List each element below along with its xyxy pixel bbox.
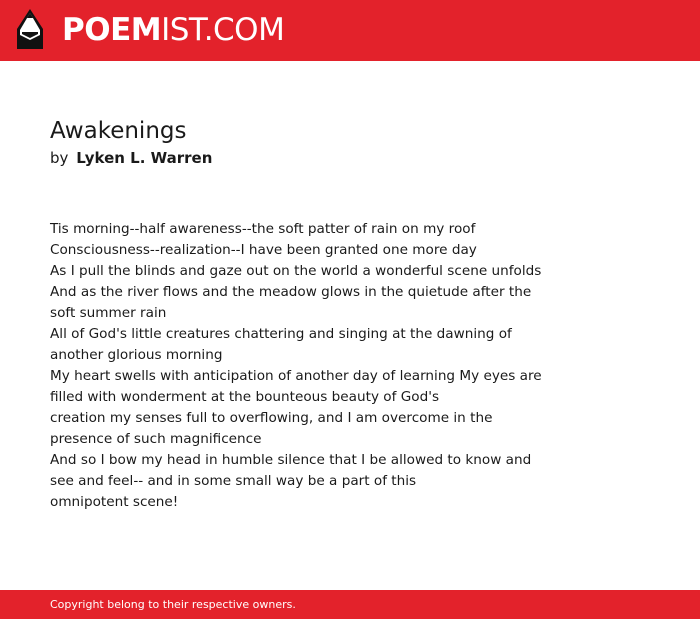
poem-line: All of God's little creatures chattering and singing at the dawning of [50, 326, 512, 342]
logo-brand-light: IST.COM [161, 12, 285, 48]
poem-line: Tis morning--half awareness--the soft patter of rain on my roof [50, 221, 476, 237]
poem-title: Awakenings [50, 118, 187, 144]
logo-brand-bold: POEM [62, 12, 162, 48]
pencil-icon[interactable] [17, 9, 43, 51]
poem-line: creation my senses full to overflowing, and I am overcome in the [50, 410, 493, 426]
poem-line: another glorious morning [50, 347, 223, 363]
poem-line: My heart swells with anticipation of another day of learning My eyes are [50, 368, 542, 384]
poem-line: Consciousness--realization--I have been granted one more day [50, 242, 477, 258]
by-label: by [50, 149, 69, 167]
site-footer [0, 590, 700, 619]
copyright-notice: Copyright belong to their respective owners. [50, 598, 296, 611]
author-name: Lyken L. Warren [76, 149, 213, 167]
poem-body [50, 219, 560, 513]
poem-line: soft summer rain [50, 305, 167, 321]
poem-line: And as the river flows and the meadow glows in the quietude after the [50, 284, 532, 300]
poem-line: As I pull the blinds and gaze out on the world a wonderful scene unfolds [50, 263, 542, 279]
site-logo[interactable] [62, 10, 284, 50]
byline [50, 148, 212, 168]
poem-line: see and feel-- and in some small way be a part of this [50, 473, 417, 489]
poem-line: And so I bow my head in humble silence that I be allowed to know and [50, 452, 532, 468]
poem-line: filled with wonderment at the bounteous beauty of God's [50, 389, 440, 405]
poem-line: omnipotent scene! [50, 494, 179, 510]
site-header [0, 0, 700, 61]
poem-line: presence of such magnificence [50, 431, 262, 447]
